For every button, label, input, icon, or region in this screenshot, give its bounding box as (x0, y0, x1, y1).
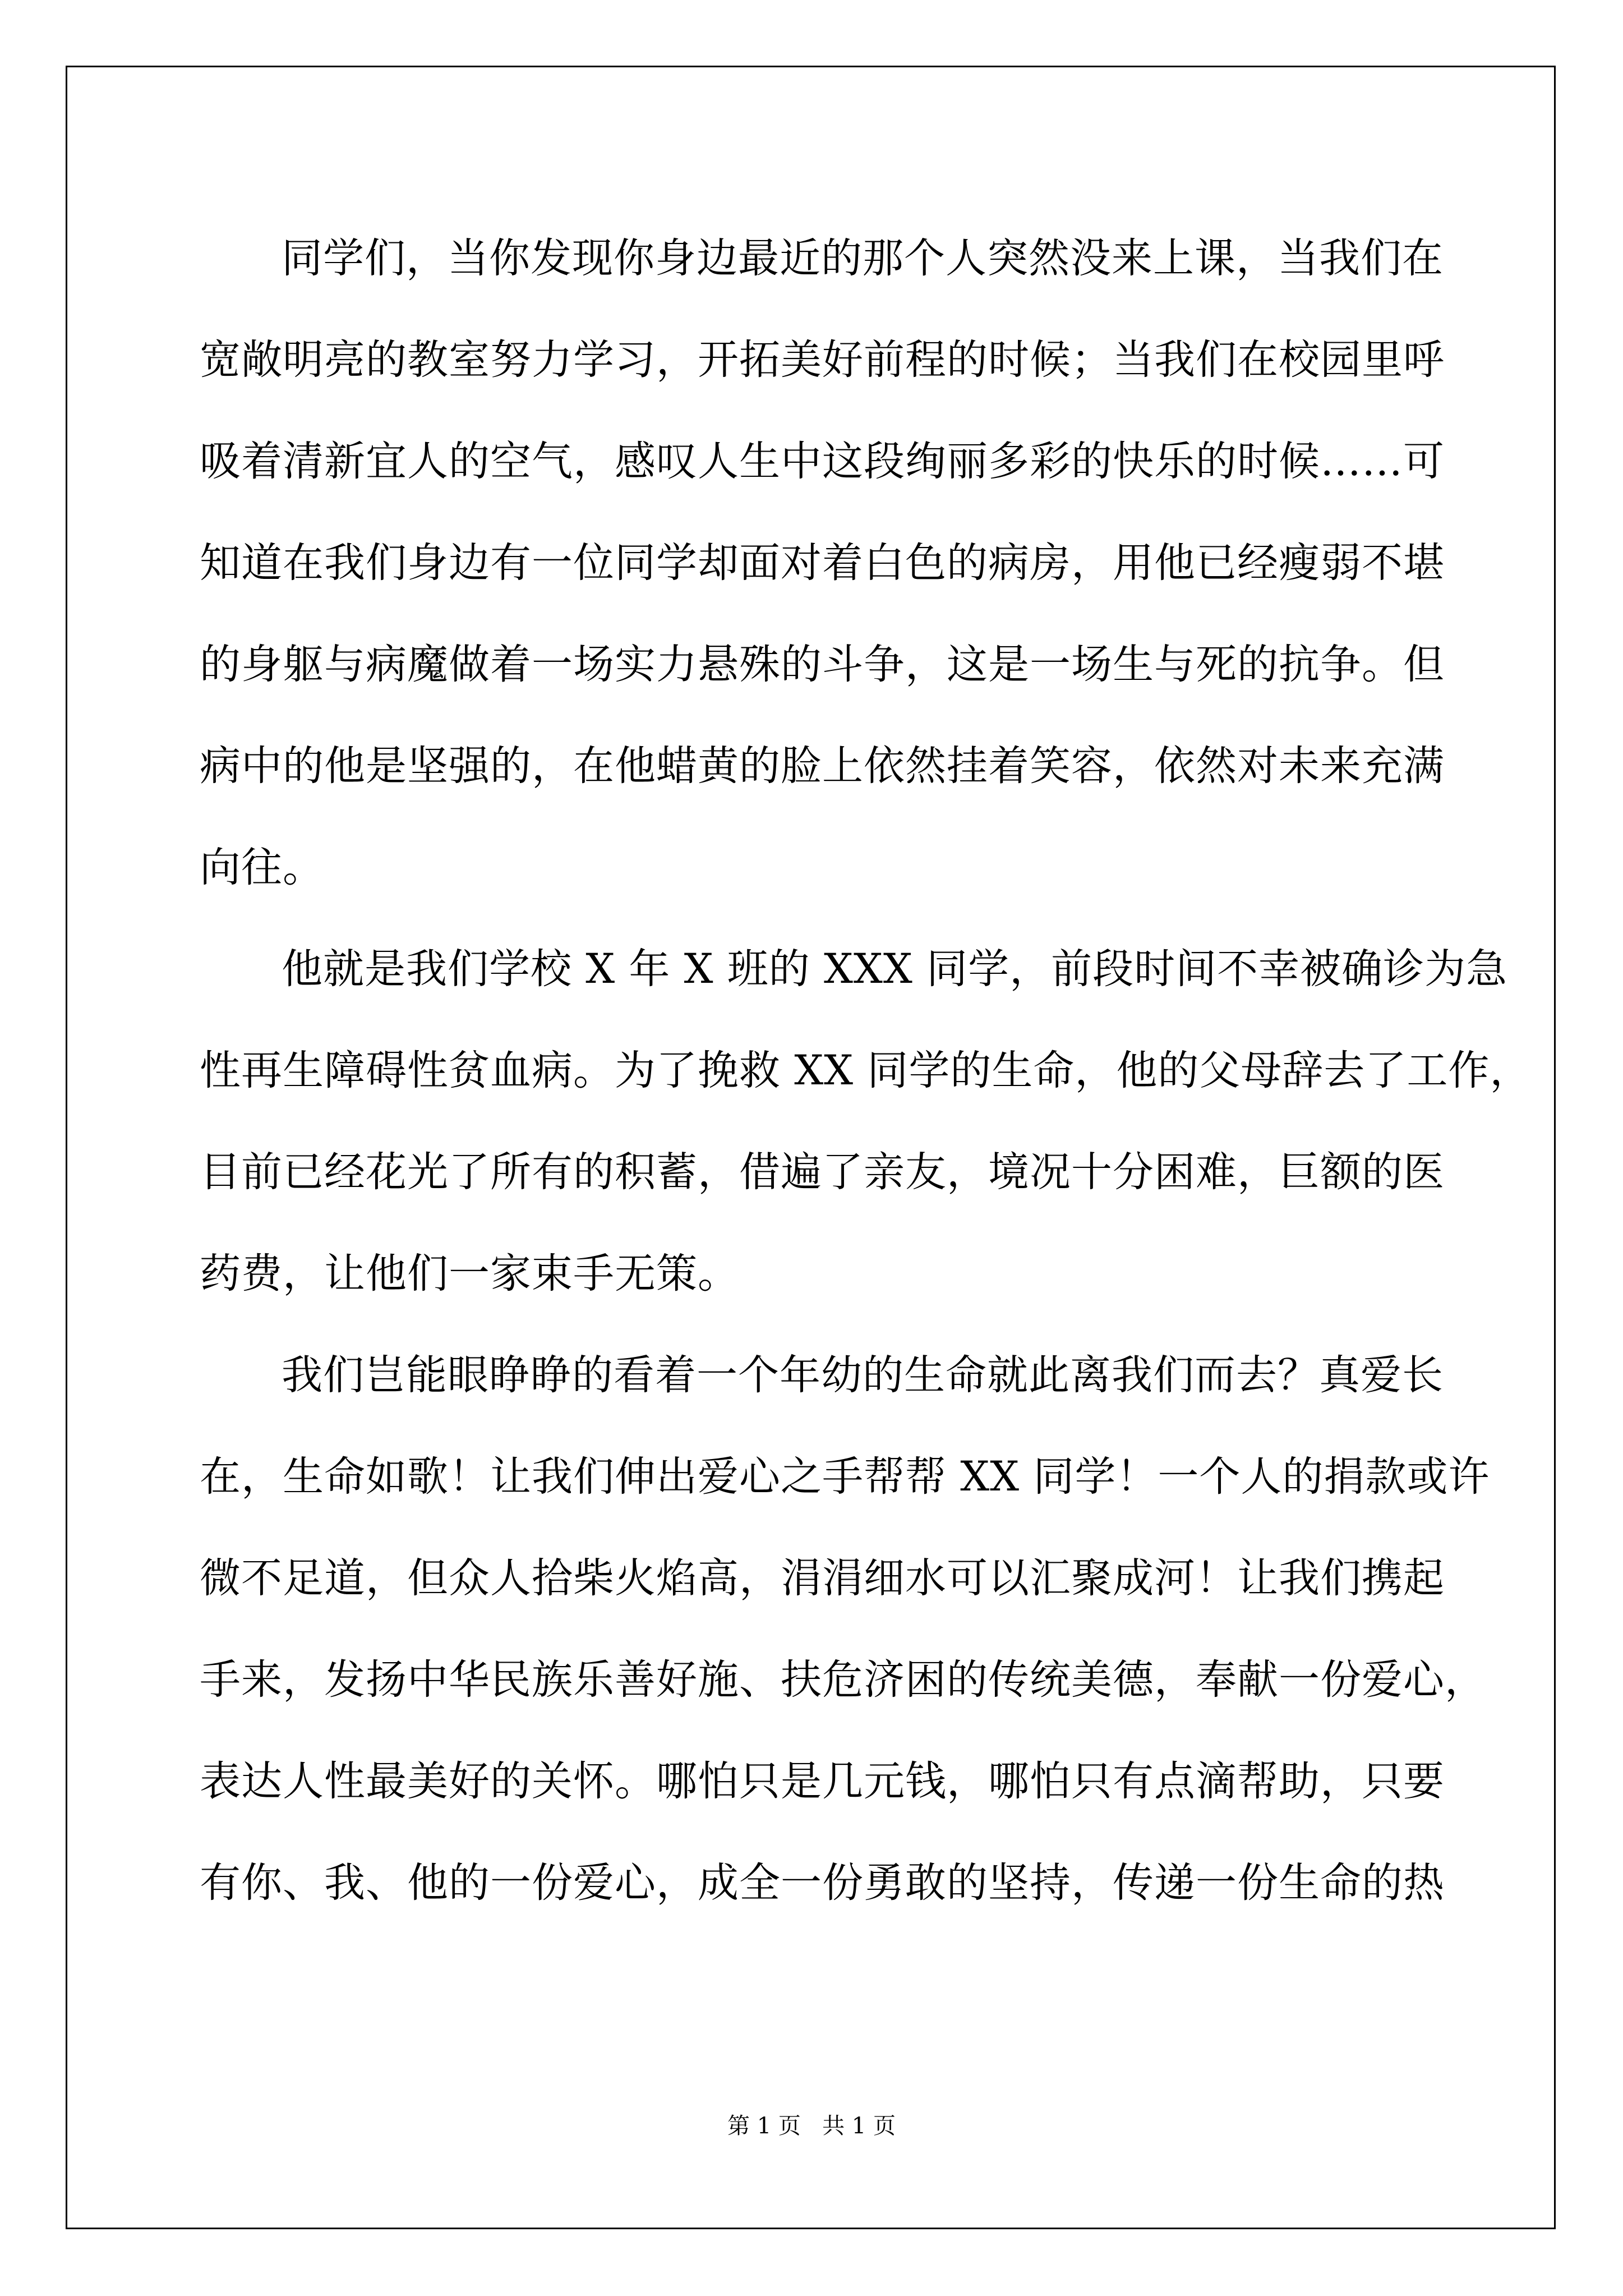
paragraph-line: 性再生障碍性贫血病。为了挽救 XX 同学的生命，他的父母辞去了工作， (200, 1047, 1532, 1094)
paragraph-line: 表达人性最美好的关怀。哪怕只是几元钱，哪怕只有点滴帮助，只要 (200, 1757, 1445, 1805)
paragraph-line: 病中的他是坚强的，在他蜡黄的脸上依然挂着笑容，依然对未来充满 (200, 742, 1445, 790)
paragraph-line: 微不足道，但众人拾柴火焰高，涓涓细水可以汇聚成河！让我们携起 (200, 1554, 1445, 1602)
paragraph-line: 吸着清新宜人的空气，感叹人生中这段绚丽多彩的快乐的时候……可 (200, 438, 1445, 485)
paragraph-line: 在，生命如歌！让我们伸出爱心之手帮帮 XX 同学！一个人的捐款或许 (200, 1453, 1490, 1501)
paragraph-line: 同学们，当你发现你身边最近的那个人突然没来上课，当我们在 (282, 234, 1444, 282)
paragraph-line: 宽敞明亮的教室努力学习，开拓美好前程的时候；当我们在校园里呼 (200, 336, 1445, 384)
page-footer: 第 1 页 共 1 页 (727, 2113, 896, 2139)
paragraph-line: 有你、我、他的一份爱心，成全一份勇敢的坚持，传递一份生命的热 (200, 1859, 1445, 1907)
paragraph-line: 目前已经花光了所有的积蓄，借遍了亲友，境况十分困难，巨额的医 (200, 1148, 1445, 1196)
paragraph-line: 药费，让他们一家束手无策。 (200, 1250, 739, 1297)
paragraph-line: 他就是我们学校 X 年 X 班的 XXX 同学，前段时间不幸被确诊为急 (282, 945, 1508, 993)
paragraph-line: 的身躯与病魔做着一场实力悬殊的斗争，这是一场生与死的抗争。但 (200, 641, 1445, 688)
paragraph-line: 我们岂能眼睁睁的看着一个年幼的生命就此离我们而去？真爱长 (282, 1351, 1444, 1399)
paragraph-1 (200, 208, 1445, 918)
paragraph-2 (200, 918, 1532, 1324)
paragraph-line: 手来，发扬中华民族乐善好施、扶危济困的传统美德，奉献一份爱心， (200, 1656, 1486, 1704)
document-body (200, 208, 1532, 1934)
paragraph-line: 知道在我们身边有一位同学却面对着白色的病房，用他已经瘦弱不堪 (200, 539, 1445, 587)
paragraph-line: 向往。 (200, 844, 324, 891)
paragraph-3 (200, 1324, 1490, 1934)
